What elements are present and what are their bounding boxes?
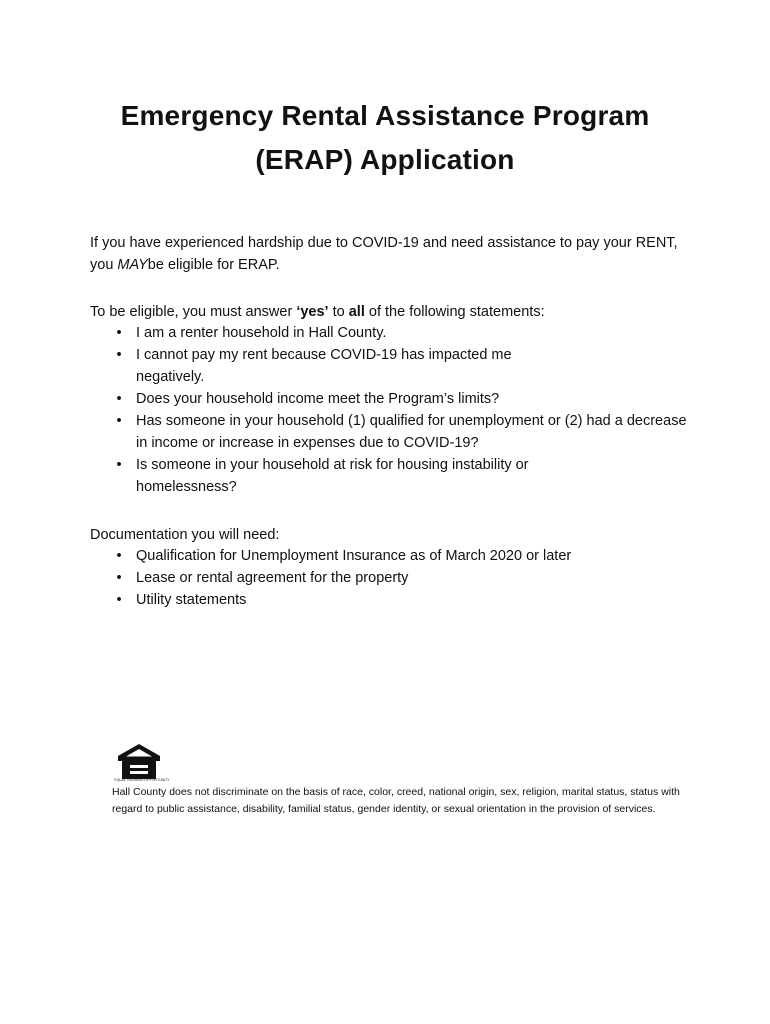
list-item-text: Does your household income meet the Program’s limits?: [136, 391, 500, 407]
eligibility-yes: ‘yes’: [296, 304, 329, 320]
intro-emphasis: MAY: [117, 257, 148, 273]
list-item-text: Has someone in your household (1) qualified for unemployment or (2) had a decrease in income or increase in expenses due to COVID-19?: [136, 413, 687, 451]
list-item-text: Is someone in your household at risk for housing instability or homelessness?: [136, 457, 529, 495]
list-item: [90, 545, 690, 567]
eligibility-heading: [90, 301, 690, 323]
list-item: [90, 589, 690, 611]
intro-paragraph: [90, 232, 690, 276]
documentation-heading: Documentation you will need:: [90, 527, 280, 543]
documentation-list: [90, 545, 690, 611]
bullet-icon: •: [116, 391, 122, 407]
eligibility-all: all: [348, 304, 365, 320]
bullet-icon: •: [116, 347, 122, 363]
logo-caption: EQUAL HOUSING OPPORTUNITY: [114, 778, 170, 782]
list-item-text: I cannot pay my rent because COVID-19 has impacted me negatively.: [136, 347, 512, 385]
list-item-text: Qualification for Unemployment Insurance as of March 2020 or later: [136, 548, 572, 564]
intro-text: If you have experienced hardship due to COVID-19 and need assistance to pay your RENT, you: [90, 235, 678, 273]
list-item-text: Lease or rental agreement for the property: [136, 570, 409, 586]
list-item: [90, 454, 690, 498]
bullet-icon: •: [116, 413, 122, 429]
list-item-text: Utility statements: [136, 592, 247, 608]
list-item-text: I am a renter household in Hall County.: [136, 325, 387, 341]
eligibility-list: [90, 322, 690, 498]
page-title: [0, 94, 770, 182]
title-line-2: (ERAP) Application: [255, 144, 515, 175]
intro-text-end: be eligible for ERAP.: [147, 257, 280, 273]
bullet-icon: •: [116, 570, 122, 586]
list-item: [90, 410, 690, 454]
list-item: [90, 567, 690, 589]
eligibility-heading-mid: to: [328, 304, 349, 320]
eligibility-heading-end: of the following statements:: [364, 304, 545, 320]
documentation-list-wrap: [90, 545, 690, 611]
eligibility-list-wrap: [90, 322, 690, 498]
bullet-icon: •: [116, 548, 122, 564]
list-item: [90, 388, 690, 410]
bullet-icon: •: [116, 592, 122, 608]
bullet-icon: •: [116, 457, 122, 473]
title-line-1: Emergency Rental Assistance Program: [120, 100, 650, 131]
nondiscrimination-statement: Hall County does not discriminate on the basis of race, color, creed, national origin, sex, religion, marital status, status with regard to public assistance, disability, familial status, gender identity, or sexual orientation in the provision of services.: [112, 786, 680, 815]
eligibility-heading-text: To be eligible, you must answer: [90, 304, 297, 320]
bullet-icon: •: [116, 325, 122, 341]
list-item: [90, 322, 690, 344]
list-item: [90, 344, 690, 388]
